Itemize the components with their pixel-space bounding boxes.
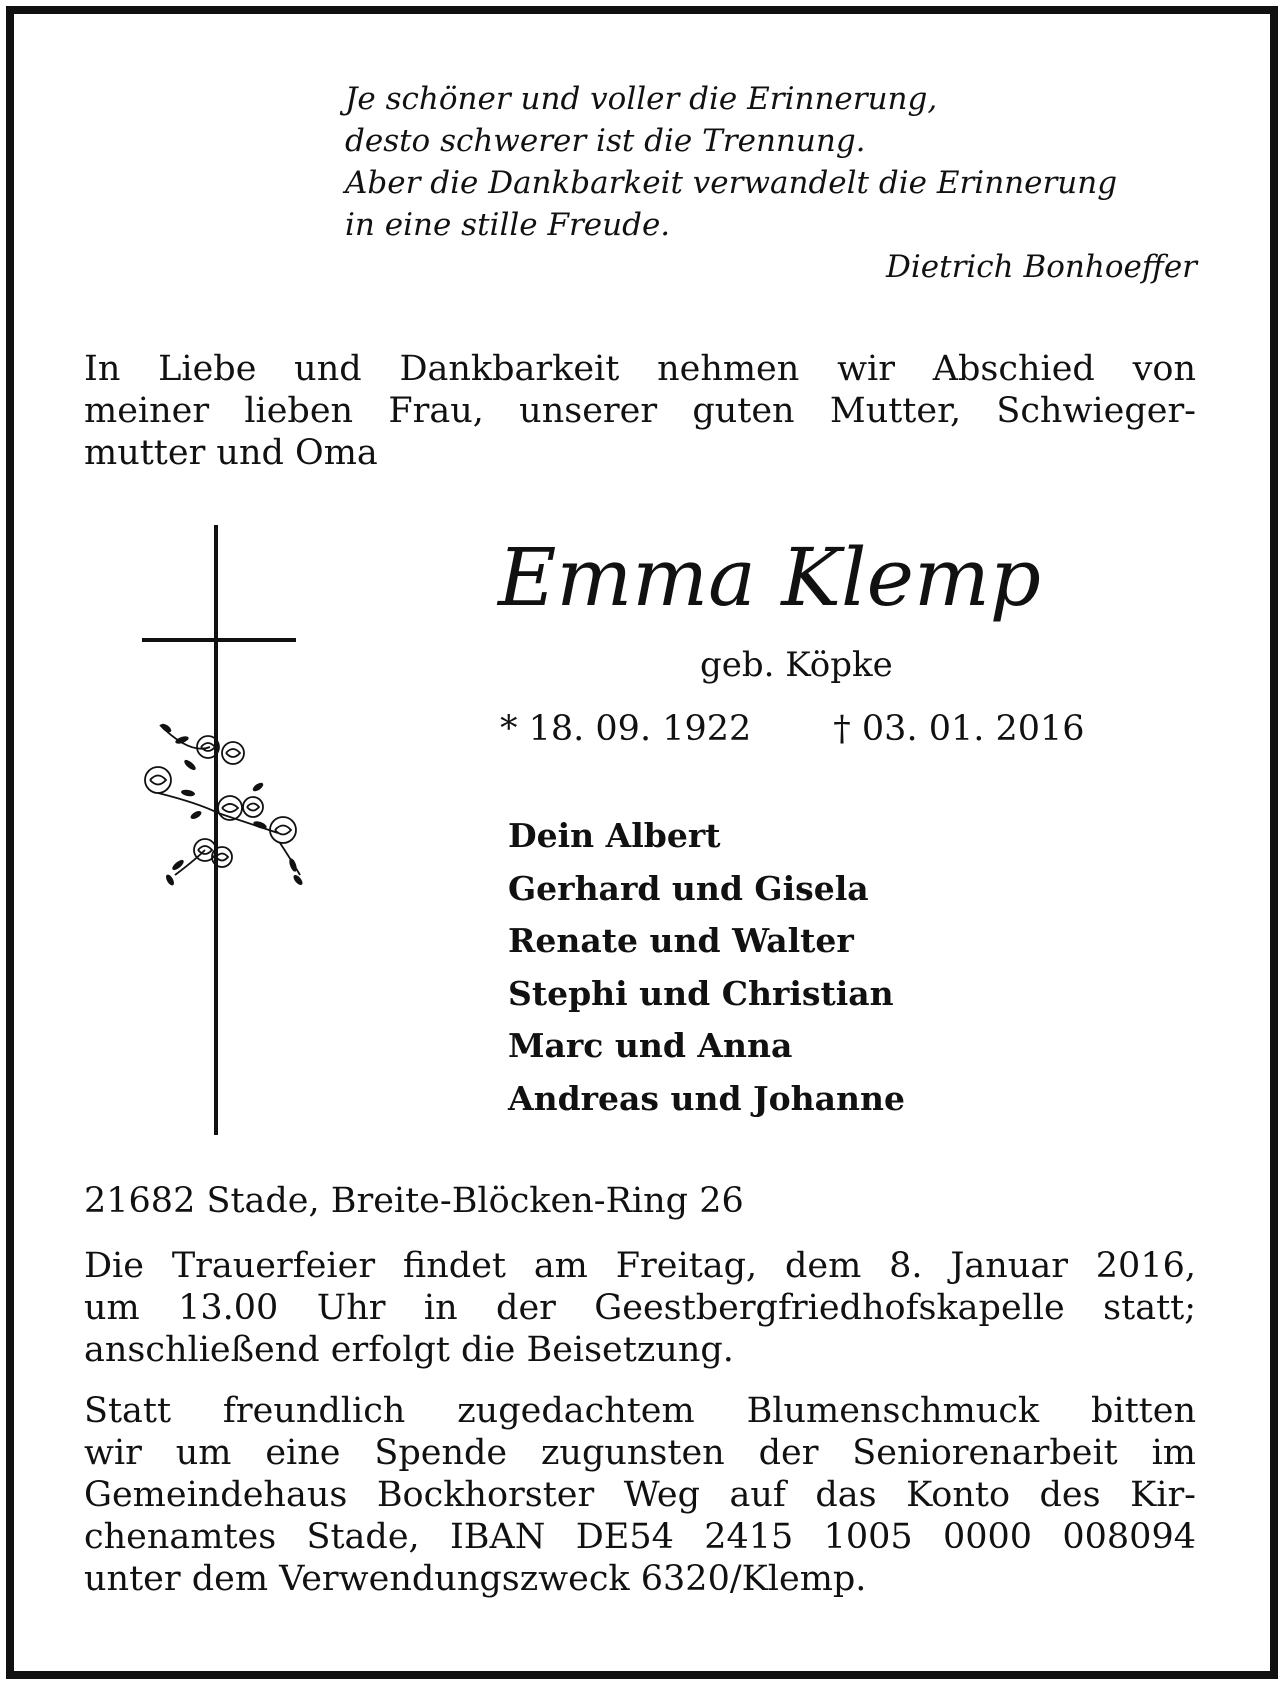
funeral-service-text xyxy=(84,1245,1196,1371)
death-date: † 03. 01. 2016 xyxy=(833,709,1085,749)
service-line: anschließend erfolgt die Beisetzung. xyxy=(84,1330,734,1370)
family-member: Dein Albert xyxy=(508,816,721,855)
service-line: um 13.00 Uhr in der Geestbergfriedhofskapelle statt; xyxy=(84,1288,1196,1328)
quote-line: Je schöner und voller die Erinnerung, xyxy=(345,81,938,117)
cross-with-roses-icon xyxy=(130,525,330,1145)
family-member: Andreas und Johanne xyxy=(508,1078,906,1118)
donation-line: wir um eine Spende zugunsten der Seniorenarbeit im xyxy=(84,1433,1196,1473)
quote-line: desto schwerer ist die Trennung. xyxy=(345,123,866,159)
bonhoeffer-quote xyxy=(345,78,1197,288)
family-member: Stephi und Christian xyxy=(508,973,894,1013)
intro-line: In Liebe und Dankbarkeit nehmen wir Abschied von xyxy=(84,349,1196,389)
donation-line: chenamtes Stade, IBAN DE54 2415 1005 0000 008094 xyxy=(84,1517,1196,1557)
intro-line: meiner lieben Frau, unserer guten Mutter, Schwieger- xyxy=(84,391,1196,431)
donation-line: Gemeindehaus Bockhorster Weg auf das Konto des Kir- xyxy=(84,1475,1196,1515)
quote-line: Aber die Dankbarkeit verwandelt die Erinnerung xyxy=(345,165,1118,201)
donation-line: unter dem Verwendungszweck 6320/Klemp. xyxy=(84,1559,867,1599)
donation-line: Statt freundlich zugedachtem Blumenschmuck bitten xyxy=(84,1391,1196,1431)
quote-line: in eine stille Freude. xyxy=(345,207,671,243)
deceased-name: Emma Klemp xyxy=(498,531,1042,624)
maiden-name: geb. Köpke xyxy=(700,645,893,685)
intro-line: mutter und Oma xyxy=(84,433,378,473)
family-list xyxy=(508,810,905,1125)
donation-text xyxy=(84,1390,1196,1600)
life-dates xyxy=(500,708,1085,750)
service-line: Die Trauerfeier findet am Freitag, dem 8. Januar 2016, xyxy=(84,1246,1196,1286)
family-member: Marc und Anna xyxy=(508,1026,793,1065)
intro-text xyxy=(84,348,1196,474)
address: 21682 Stade, Breite-Blöcken-Ring 26 xyxy=(84,1181,744,1221)
quote-author: Dietrich Bonhoeffer xyxy=(886,249,1197,285)
family-member: Gerhard und Gisela xyxy=(508,868,869,908)
family-member: Renate und Walter xyxy=(508,921,854,960)
birth-date: * 18. 09. 1922 xyxy=(500,709,752,749)
